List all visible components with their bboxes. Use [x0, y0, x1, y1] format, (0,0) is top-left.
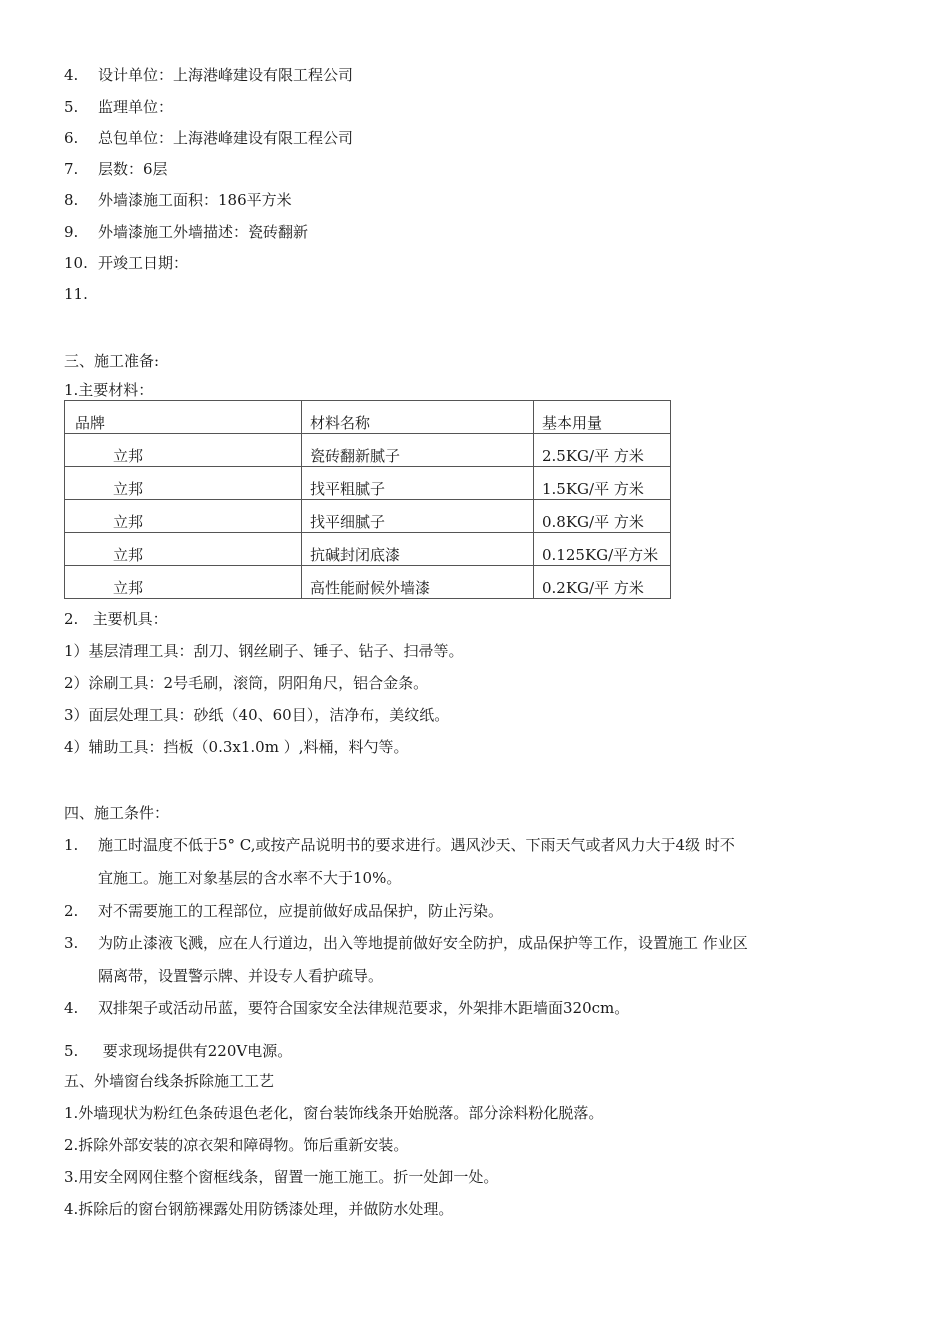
item-text: 外墙漆施工外墙描述：瓷砖翻新	[98, 223, 309, 241]
cell-usage: 1.5KG/平 方米	[534, 467, 671, 500]
table-row	[65, 434, 671, 467]
section-4-title: 四、施工条件：	[64, 804, 170, 822]
info-item-11	[64, 284, 98, 304]
item-text: 层数：6层	[98, 160, 168, 178]
item-number: 7.	[64, 160, 79, 178]
table-row	[65, 533, 671, 566]
condition-line: 对不需要施工的工程部位，应提前做好成品保护，防止污染。	[98, 902, 504, 920]
cell-material: 找平细腻子	[302, 500, 534, 533]
item-number: 3.	[64, 934, 79, 952]
cell-material: 瓷砖翻新腻子	[302, 434, 534, 467]
cell-material: 找平粗腻子	[302, 467, 534, 500]
item-number: 1.	[64, 836, 79, 854]
info-item-9	[64, 222, 308, 242]
item-number: 10.	[64, 254, 88, 272]
table-header-row	[65, 401, 671, 434]
tool-item-3: 3）面层处理工具：砂纸（40、60目），洁净布，美纹纸。	[64, 706, 450, 724]
cell-brand: 立邦	[65, 434, 302, 467]
condition-line: 双排架子或活动吊蓝，要符合国家安全法律规范要求，外架排木距墙面320cm。	[98, 999, 630, 1017]
section-3-title: 三、施工准备:	[64, 352, 160, 370]
cell-brand: 立邦	[65, 467, 302, 500]
table-row	[65, 566, 671, 599]
info-item-5	[64, 97, 173, 117]
cell-usage: 2.5KG/平 方米	[534, 434, 671, 467]
table-row	[65, 467, 671, 500]
materials-table	[64, 400, 671, 599]
info-item-6	[64, 128, 353, 148]
condition-item-5	[64, 1041, 894, 1074]
item-number: 6.	[64, 129, 79, 147]
item-text: 开竣工日期：	[98, 254, 189, 272]
item-number: 5.	[64, 1042, 79, 1060]
condition-item-2	[64, 901, 894, 934]
tool-item-4: 4）辅助工具：挡板（0.3x1.0m ）,料桶，料勺等。	[64, 738, 409, 756]
condition-line: 施工时温度不低于5° C,或按产品说明书的要求进行。遇风沙天、下雨天气或者风力大于4级 时不	[98, 836, 735, 854]
item-number: 8.	[64, 191, 79, 209]
tools-title: 2. 主要机具：	[64, 610, 168, 628]
process-item-3: 3.用安全网网住整个窗框线条，留置一施工施工。折一处卸一处。	[64, 1168, 499, 1186]
section-5-title: 五、外墙窗台线条拆除施工工艺	[64, 1072, 275, 1090]
info-item-4	[64, 65, 353, 85]
cell-material: 抗碱封闭底漆	[302, 533, 534, 566]
tool-item-2: 2）涂刷工具：2号毛刷，滚筒，阴阳角尺，铝合金条。	[64, 674, 429, 692]
condition-item-3	[64, 933, 894, 999]
condition-line: 要求现场提供有220V电源。	[98, 1042, 293, 1060]
process-item-2: 2.拆除外部安装的凉衣架和障碍物。饰后重新安装。	[64, 1136, 409, 1154]
item-text: 外墙漆施工面积：186平方米	[98, 191, 292, 209]
item-number: 5.	[64, 98, 79, 116]
cell-usage: 0.2KG/平 方米	[534, 566, 671, 599]
process-item-1: 1.外墙现状为粉红色条砖退色老化，窗台装饰线条开始脱落。部分涂料粉化脱落。	[64, 1104, 604, 1122]
cell-brand: 立邦	[65, 500, 302, 533]
condition-line: 隔离带，设置警示牌、并设专人看护疏导。	[98, 967, 384, 985]
info-item-8	[64, 190, 292, 210]
item-number: 4.	[64, 999, 79, 1017]
header-cell-material: 材料名称	[302, 401, 534, 434]
item-text: 设计单位：上海港峰建设有限工程公司	[98, 66, 354, 84]
item-number: 2.	[64, 902, 79, 920]
header-cell-usage: 基本用量	[534, 401, 671, 434]
info-item-7	[64, 159, 168, 179]
condition-item-1	[64, 835, 894, 901]
info-item-10	[64, 253, 188, 273]
item-number: 11.	[64, 285, 88, 303]
item-text: 监理单位：	[98, 98, 174, 116]
cell-usage: 0.8KG/平 方米	[534, 500, 671, 533]
condition-line: 为防止漆液飞溅，应在人行道边，出入等地提前做好安全防护，成品保护等工作，设置施工 作业区	[98, 934, 748, 952]
cell-brand: 立邦	[65, 566, 302, 599]
condition-item-4	[64, 998, 894, 1031]
item-number: 9.	[64, 223, 79, 241]
cell-material: 高性能耐候外墙漆	[302, 566, 534, 599]
item-number: 4.	[64, 66, 79, 84]
process-item-4: 4.拆除后的窗台钢筋裸露处用防锈漆处理，并做防水处理。	[64, 1200, 454, 1218]
cell-brand: 立邦	[65, 533, 302, 566]
tool-item-1: 1）基层清理工具：刮刀、钢丝刷子、锤子、钻子、扫帚等。	[64, 642, 464, 660]
condition-line: 宜施工。施工对象基层的含水率不大于10%。	[98, 869, 402, 887]
item-text: 总包单位：上海港峰建设有限工程公司	[98, 129, 354, 147]
table-row	[65, 500, 671, 533]
materials-title: 1.主要材料：	[64, 381, 154, 399]
cell-usage: 0.125KG/平方米	[534, 533, 671, 566]
header-cell-brand: 品牌	[65, 401, 302, 434]
